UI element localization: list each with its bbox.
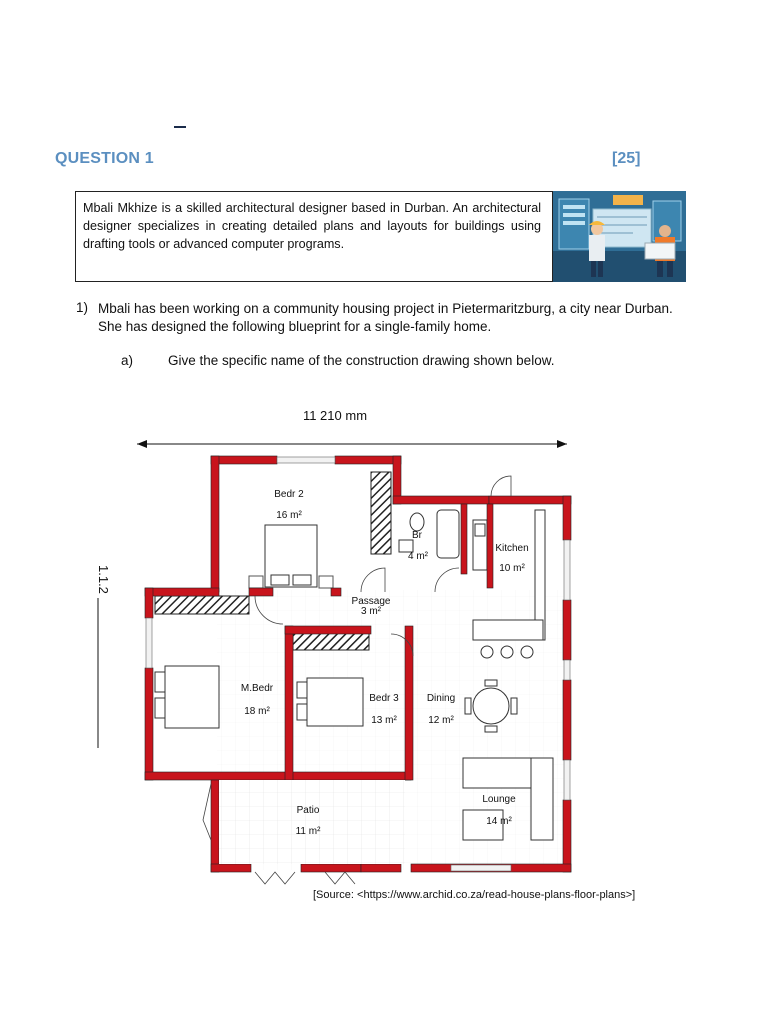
room-passage-area: 3 m² (361, 606, 381, 617)
room-lounge-area: 14 m² (486, 816, 512, 827)
room-passage-name: Passage (351, 596, 391, 607)
question-title: QUESTION 1 (55, 150, 154, 167)
room-br-name: Br (412, 530, 422, 541)
question-marks: [25] (612, 150, 641, 167)
room-patio-area: 11 m² (295, 826, 321, 837)
room-bedr3-name: Bedr 3 (369, 693, 399, 704)
room-patio-name: Patio (296, 805, 320, 816)
intro-text: Mbali Mkhize is a skilled architectural designer based in Durban. An architectural designer specializes in creating detailed plans and layouts for buildings using drafting tools or advanced computer programs. (83, 201, 541, 251)
room-dining-name: Dining (426, 693, 456, 704)
room-mbedr-name: M.Bedr (240, 683, 274, 694)
sub-question-label: a) (121, 353, 134, 368)
question-text: Mbali has been working on a community housing project in Pietermaritzburg, a city near Durban. She has designed the following blueprint for a single-family home. (98, 301, 673, 334)
room-bedr3-area: 13 m² (371, 715, 397, 726)
question-number: 1) (76, 300, 89, 315)
room-mbedr-area: 18 m² (244, 706, 270, 717)
room-br-area: 4 m² (408, 551, 428, 562)
room-kitchen-area: 10 m² (499, 563, 525, 574)
architect-illustration (552, 191, 686, 282)
sub-question-text: Give the specific name of the construction drawing shown below. (168, 353, 555, 368)
floor-plan (95, 400, 705, 890)
header-dash (174, 126, 186, 128)
source-citation: [Source: <https://www.archid.co.za/read-house-plans-floor-plans>] (313, 889, 636, 901)
room-bedr2-area: 16 m² (276, 510, 302, 521)
room-bedr2-name: Bedr 2 (274, 489, 304, 500)
room-dining-area: 12 m² (428, 715, 454, 726)
side-label: 1.1.2 (96, 565, 111, 594)
room-kitchen-name: Kitchen (495, 543, 529, 554)
width-dimension: 11 210 mm (302, 408, 368, 423)
room-lounge-name: Lounge (482, 794, 516, 805)
